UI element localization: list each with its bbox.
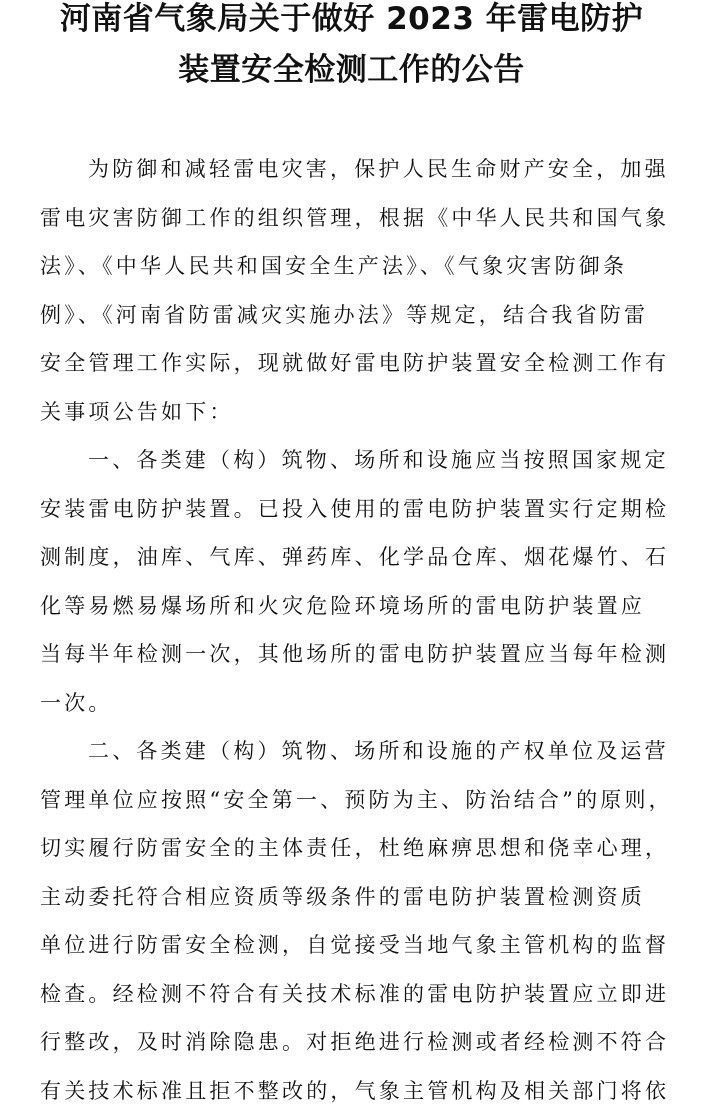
paragraph-1-line-4: 例》、《河南省防雷减灾实施办法》等规定，结合我省防雷 (40, 302, 649, 327)
paragraph-3-line-7: 行整改，及时消除隐患。对拒绝进行检测或者经检测不符合 (40, 1030, 670, 1054)
paragraph-3-line-3: 切实履行防雷安全的主体责任，杜绝麻痹思想和侥幸心理， (40, 836, 670, 860)
document-body (40, 145, 700, 1105)
paragraph-3-line-5: 单位进行防雷安全检测，自觉接受当地气象主管机构的监督 (40, 933, 670, 957)
paragraph-2-line-6: 一次。 (40, 690, 113, 715)
paragraph-1-line-1: 为防御和减轻雷电灾害，保护人民生命财产安全，加强 (88, 157, 669, 181)
paragraph-3-line-1: 二、各类建（构）筑物、场所和设施的产权单位及运营 (88, 739, 669, 763)
paragraph-2-line-2: 安装雷电防护装置。已投入使用的雷电防护装置实行定期检 (40, 496, 670, 521)
paragraph-2-line-5: 当每半年检测一次，其他场所的雷电防护装置应当每年检测 (40, 642, 670, 666)
paragraph-2-line-3: 测制度，油库、气库、弹药库、化学品仓库、烟花爆竹、石 (40, 545, 670, 569)
paragraph-1-line-2: 雷电灾害防御工作的组织管理，根据《中华人民共和国气象 (40, 205, 670, 230)
paragraph-1-line-5: 安全管理工作实际，现就做好雷电防护装置安全检测工作有 (40, 351, 670, 375)
document-title-line-1: 河南省气象局关于做好 2023 年雷电防护 (59, 1, 644, 37)
paragraph-3-line-6: 检查。经检测不符合有关技术标准的雷电防护装置应立即进 (40, 981, 670, 1006)
paragraph-2-line-1: 一、各类建（构）筑物、场所和设施应当按照国家规定 (88, 448, 669, 472)
paragraph-1-line-6: 关事项公告如下： (40, 399, 234, 424)
paragraph-1-line-3: 法》、《中华人民共和国安全生产法》、《气象灾害防御条 (40, 254, 628, 278)
paragraph-2-line-4: 化等易燃易爆场所和火灾危险环境场所的雷电防护装置应 (40, 593, 645, 618)
paragraph-3-line-8: 有关技术标准且拒不整改的，气象主管机构及相关部门将依 (40, 1078, 670, 1103)
paragraph-3-line-2: 管理单位应按照“安全第一、预防为主、防治结合”的原则， (40, 787, 673, 812)
document-title-line-2: 装置安全检测工作的公告 (178, 52, 525, 88)
paragraph-3-line-4: 主动委托符合相应资质等级条件的雷电防护装置检测资质 (40, 884, 645, 909)
